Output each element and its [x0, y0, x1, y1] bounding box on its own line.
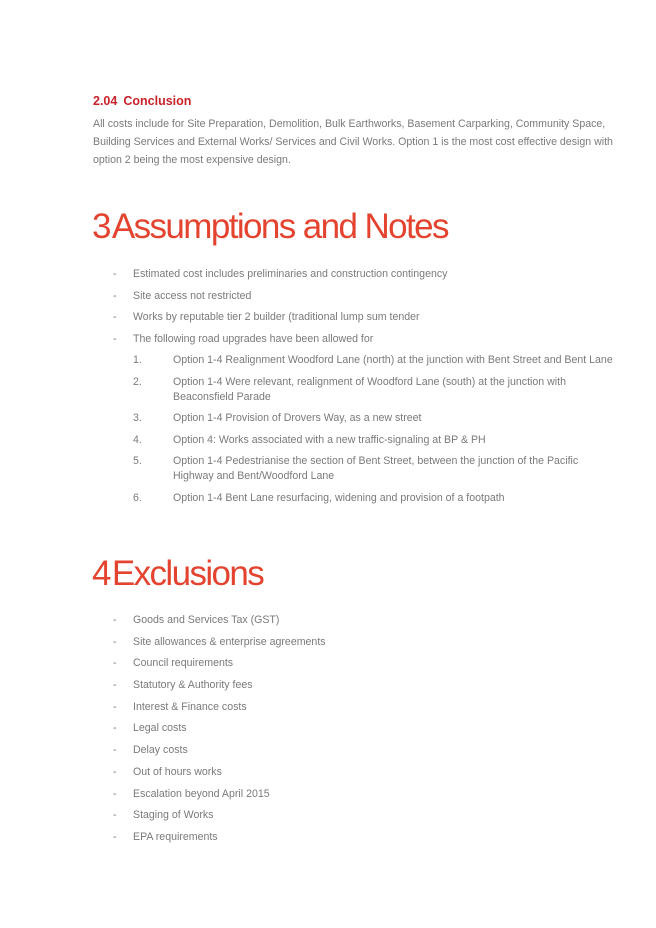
road-upgrades-list — [133, 353, 613, 512]
bullet-dash: - — [113, 614, 117, 626]
bullet-dash: - — [113, 744, 117, 757]
list-item — [113, 743, 613, 765]
exclusions-title: Exclusions — [111, 554, 264, 593]
exclusions-number: 4 — [92, 554, 110, 593]
bullet-dash: - — [113, 289, 117, 302]
assumptions-list — [113, 267, 613, 354]
list-item — [113, 289, 613, 311]
list-item-text: Council requirements — [133, 657, 234, 670]
list-item — [113, 332, 613, 354]
list-item-text: Site access not restricted — [133, 289, 252, 302]
assumptions-heading — [92, 207, 448, 247]
numbered-item-text: Option 1-4 Were relevant, realignment of Woodford Lane (south) at the junction with Beaconsfield Parade — [173, 375, 566, 403]
list-item — [113, 613, 613, 635]
bullet-dash: - — [113, 311, 117, 324]
list-item — [113, 721, 613, 743]
list-item — [113, 635, 613, 657]
list-item-text: Goods and Services Tax (GST) — [133, 614, 280, 626]
item-number: 1. — [133, 354, 142, 366]
bullet-dash: - — [113, 809, 117, 822]
item-number: 5. — [133, 455, 142, 467]
list-item-text: Out of hours works — [133, 765, 222, 778]
numbered-item-text: Option 1-4 Bent Lane resurfacing, widening and provision of a footpath — [173, 491, 505, 504]
conclusion-heading — [93, 94, 191, 108]
bullet-dash: - — [113, 765, 117, 778]
list-item-text: Legal costs — [133, 722, 187, 735]
numbered-item — [133, 353, 613, 368]
list-item — [113, 700, 613, 722]
numbered-item — [133, 375, 613, 405]
bullet-dash: - — [113, 830, 117, 843]
numbered-item-text: Option 1-4 Pedestrianise the section of Bent Street, between the junction of the Pacific Highway and Bent/Woodford Lane — [173, 455, 579, 482]
list-item-text: The following road upgrades have been allowed for — [133, 333, 374, 346]
numbered-item — [133, 454, 613, 484]
numbered-item-text: Option 4: Works associated with a new traffic-signaling at BP & PH — [173, 433, 486, 446]
bullet-dash: - — [113, 722, 117, 735]
bullet-dash: - — [113, 700, 117, 713]
bullet-dash: - — [113, 268, 117, 280]
list-item-text: Interest & Finance costs — [133, 700, 247, 713]
assumptions-title: Assumptions and Notes — [111, 207, 448, 246]
bullet-dash: - — [113, 635, 117, 648]
list-item-text: Statutory & Authority fees — [133, 679, 253, 692]
bullet-dash: - — [113, 657, 117, 670]
numbered-item — [133, 433, 613, 448]
list-item-text: Estimated cost includes preliminaries and construction contingency — [133, 268, 448, 280]
numbered-item-text: Option 1-4 Realignment Woodford Lane (north) at the junction with Bent Street and Bent Lane — [173, 354, 613, 366]
conclusion-paragraph: All costs include for Site Preparation, Demolition, Bulk Earthworks, Basement Carparking, Community Space, Building Services and External Works/ Services and Civil Works. Option 1 is the most cost effective design with option 2 being the most expensive design. — [93, 118, 613, 166]
list-item-text: EPA requirements — [133, 830, 218, 843]
item-number: 4. — [133, 433, 142, 446]
list-item — [113, 267, 613, 289]
bullet-dash: - — [113, 787, 117, 800]
item-number: 6. — [133, 491, 142, 504]
list-item — [113, 678, 613, 700]
list-item — [113, 808, 613, 830]
exclusions-heading — [92, 554, 263, 594]
item-number: 2. — [133, 375, 142, 388]
list-item — [113, 787, 613, 809]
list-item-text: Staging of Works — [133, 809, 214, 822]
assumptions-number: 3 — [92, 207, 110, 246]
list-item — [113, 830, 613, 852]
list-item-text: Delay costs — [133, 744, 188, 757]
bullet-dash: - — [113, 679, 117, 692]
conclusion-number: 2.04 — [93, 94, 118, 108]
list-item — [113, 656, 613, 678]
item-number: 3. — [133, 412, 142, 424]
list-item — [113, 765, 613, 787]
list-item-text: Works by reputable tier 2 builder (traditional lump sum tender — [133, 311, 420, 324]
numbered-item — [133, 491, 613, 506]
bullet-dash: - — [113, 333, 117, 346]
list-item-text: Site allowances & enterprise agreements — [133, 635, 326, 648]
exclusions-list — [113, 613, 613, 852]
list-item-text: Escalation beyond April 2015 — [133, 787, 270, 800]
list-item — [113, 310, 613, 332]
numbered-item — [133, 411, 613, 426]
numbered-item-text: Option 1-4 Provision of Drovers Way, as a new street — [173, 412, 422, 424]
conclusion-title: Conclusion — [123, 94, 192, 108]
